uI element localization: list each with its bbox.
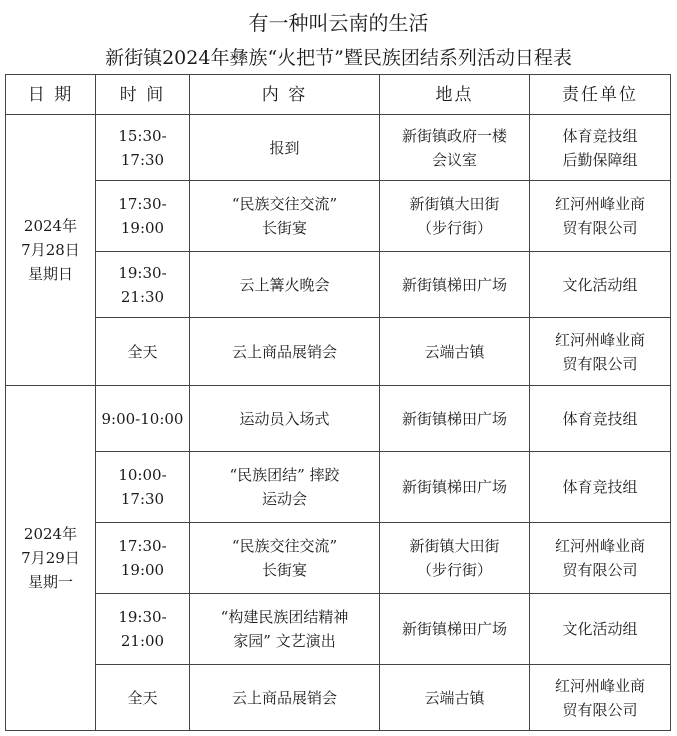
time-cell: 19:30-21:00: [96, 594, 190, 665]
content-cell: “民族团结” 摔跤 运动会: [190, 452, 380, 523]
content-cell: 云上商品展销会: [190, 318, 380, 386]
header-location: 地点: [380, 75, 530, 115]
day-date-cell: 2024年 7月29日 星期一: [6, 386, 96, 731]
header-content: 内 容: [190, 75, 380, 115]
header-date: 日 期: [6, 75, 96, 115]
unit-cell: 红河州峰业商 贸有限公司: [530, 523, 671, 594]
table-row: [6, 386, 671, 452]
content-cell: “民族交往交流” 长街宴: [190, 181, 380, 252]
content-cell: 云上篝火晚会: [190, 252, 380, 318]
location-cell: 云端古镇: [380, 318, 530, 386]
time-cell: 10:00-17:30: [96, 452, 190, 523]
table-row: [6, 665, 671, 731]
table-row: [6, 115, 671, 181]
unit-cell: 体育竞技组: [530, 386, 671, 452]
location-cell: 新街镇大田街 （步行街）: [380, 523, 530, 594]
time-cell: 17:30-19:00: [96, 181, 190, 252]
content-cell: 运动员入场式: [190, 386, 380, 452]
table-row: [6, 594, 671, 665]
content-cell: 报到: [190, 115, 380, 181]
table-row: [6, 252, 671, 318]
location-cell: 新街镇梯田广场: [380, 386, 530, 452]
time-cell: 全天: [96, 665, 190, 731]
unit-cell: 文化活动组: [530, 252, 671, 318]
time-cell: 19:30-21:30: [96, 252, 190, 318]
time-cell: 17:30-19:00: [96, 523, 190, 594]
location-cell: 新街镇政府一楼 会议室: [380, 115, 530, 181]
unit-cell: 红河州峰业商 贸有限公司: [530, 318, 671, 386]
header-row: [6, 75, 671, 115]
header-unit: 责任单位: [530, 75, 671, 115]
unit-cell: 体育竞技组 后勤保障组: [530, 115, 671, 181]
location-cell: 云端古镇: [380, 665, 530, 731]
table-row: [6, 523, 671, 594]
unit-cell: 体育竞技组: [530, 452, 671, 523]
page-subtitle: 新街镇2024年彝族“火把节”暨民族团结系列活动日程表: [105, 47, 572, 69]
table-row: [6, 452, 671, 523]
content-cell: “民族交往交流” 长街宴: [190, 523, 380, 594]
location-cell: 新街镇大田街 （步行街）: [380, 181, 530, 252]
header-time: 时 间: [96, 75, 190, 115]
unit-cell: 红河州峰业商 贸有限公司: [530, 181, 671, 252]
unit-cell: 文化活动组: [530, 594, 671, 665]
unit-cell: 红河州峰业商 贸有限公司: [530, 665, 671, 731]
schedule-table: [5, 74, 671, 731]
table-row: [6, 318, 671, 386]
time-cell: 全天: [96, 318, 190, 386]
location-cell: 新街镇梯田广场: [380, 452, 530, 523]
location-cell: 新街镇梯田广场: [380, 252, 530, 318]
time-cell: 9:00-10:00: [96, 386, 190, 452]
content-cell: “构建民族团结精神 家园” 文艺演出: [190, 594, 380, 665]
content-cell: 云上商品展销会: [190, 665, 380, 731]
location-cell: 新街镇梯田广场: [380, 594, 530, 665]
time-cell: 15:30-17:30: [96, 115, 190, 181]
table-row: [6, 181, 671, 252]
day-date-cell: 2024年 7月28日 星期日: [6, 115, 96, 386]
page-title: 有一种叫云南的生活: [248, 11, 429, 35]
